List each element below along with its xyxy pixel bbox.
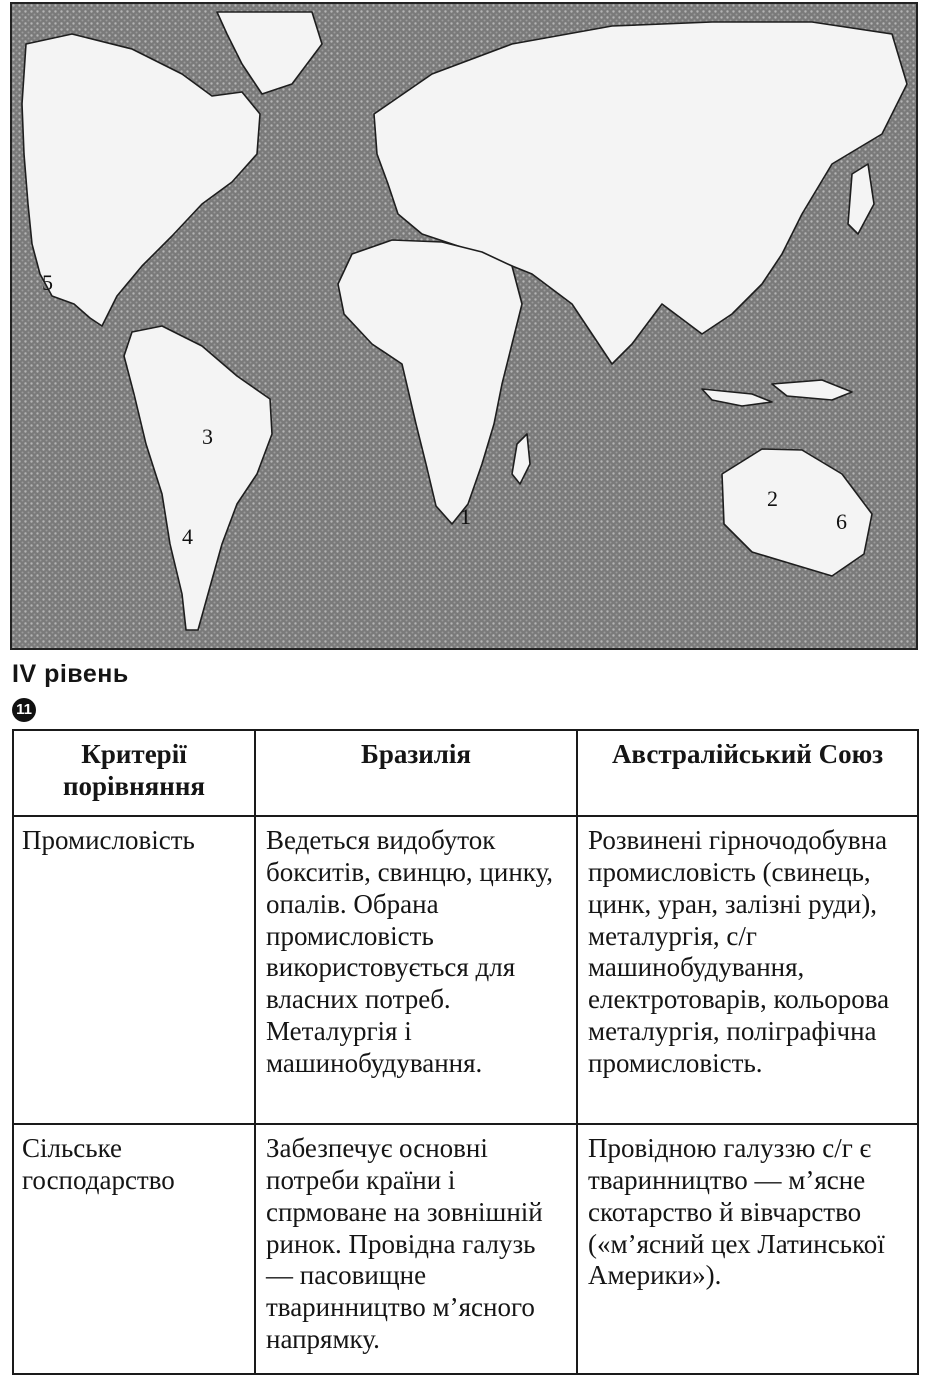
comparison-table: [12, 729, 919, 1375]
level-title: IV рівень: [12, 660, 129, 688]
header-brazil: Бразилія: [255, 730, 577, 816]
map-label-5: 5: [42, 270, 53, 295]
row-australia-cell: Провідною галуззю с/г є тваринництво — м’ясне скотарство й вівчарство («м’ясний цех Латинської Америки»).: [577, 1124, 918, 1374]
world-map-drawing: [12, 4, 916, 648]
row-brazil-cell: Ведеться видобуток бокситів, свинцю, цинку, опалів. Обрана промисловість використовується для власних потреб. Металургія і машинобудування.: [255, 816, 577, 1124]
map-label-2: 2: [767, 486, 778, 511]
header-criteria: Критерії порівняння: [13, 730, 255, 816]
table-row: [13, 816, 918, 1124]
table-header-row: [13, 730, 918, 816]
map-label-1: 1: [460, 504, 471, 529]
task-number-badge: 11: [12, 698, 36, 722]
row-criterion: Сільське господарство: [13, 1124, 255, 1374]
map-label-3: 3: [202, 424, 213, 449]
map-label-6: 6: [836, 509, 847, 534]
header-australia: Австралійський Союз: [577, 730, 918, 816]
row-australia-cell: Розвинені гірночодобувна промисловість (свинець, цинк, уран, залізні руди), металургія, с/г машинобудування, електротоварів, кольорова металургія, поліграфічна промисловість.: [577, 816, 918, 1124]
table-row: [13, 1124, 918, 1374]
map-label-4: 4: [182, 524, 193, 549]
world-map: [10, 2, 918, 650]
row-brazil-cell: Забезпечує основні потреби країни і спрмоване на зовнішній ринок. Провідна галузь — пасовищне тваринництво м’ясного напрямку.: [255, 1124, 577, 1374]
row-criterion: Промисловість: [13, 816, 255, 1124]
